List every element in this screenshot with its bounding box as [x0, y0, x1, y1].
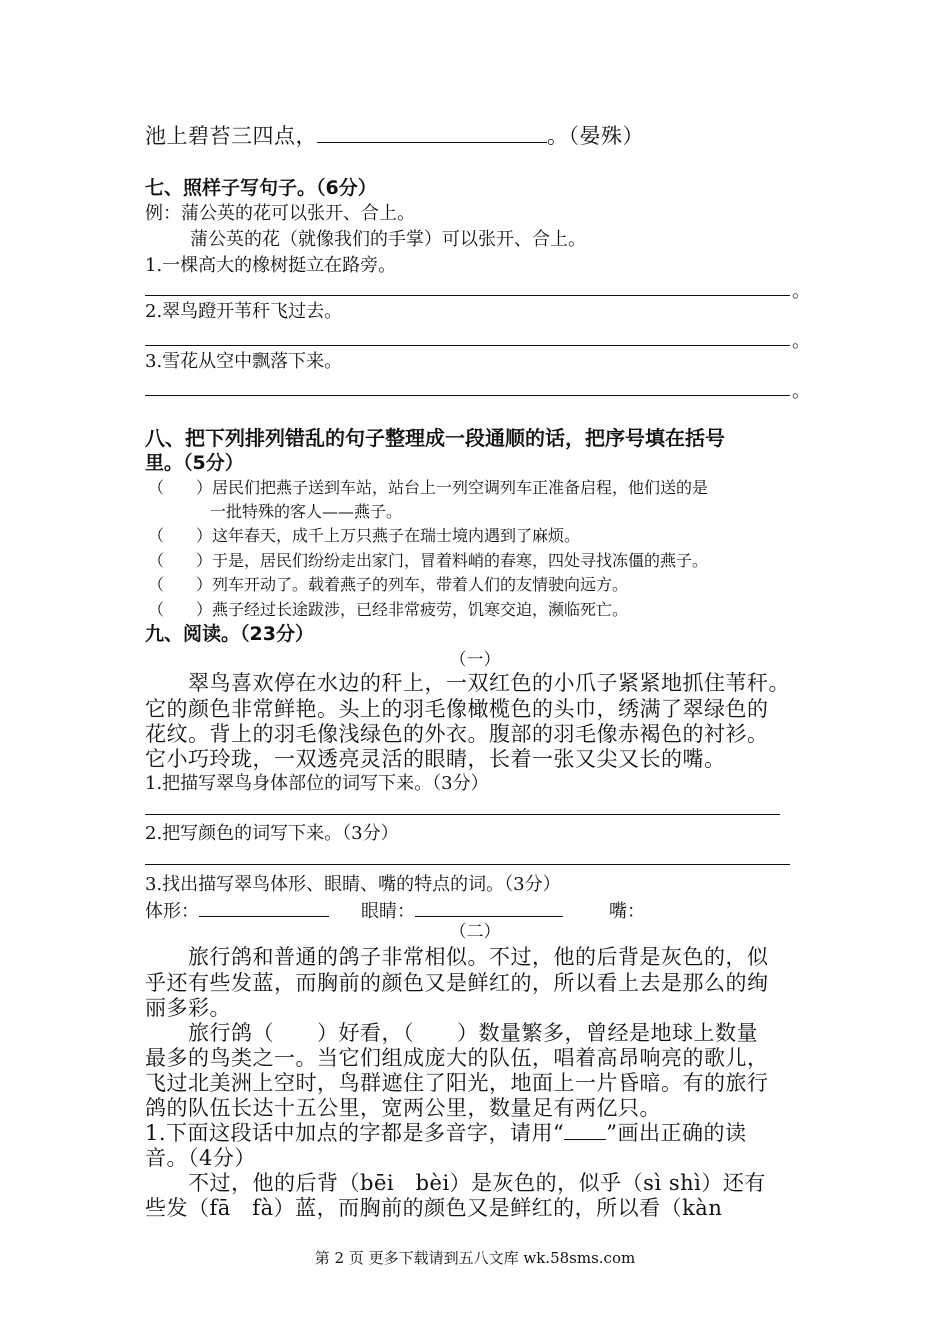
order-item-3 [148, 549, 708, 573]
order-bracket[interactable]: （ ） [148, 551, 213, 570]
part2-passage-6: 飞过北美洲上空时，鸟群遮住了阳光，地面上一片昏暗。有的旅行 [145, 1071, 769, 1095]
part2-q1-text-a: 1.下面这段话中加点的字都是多音字，请用“ [145, 1121, 565, 1145]
part1-question-1: 1.把描写翠鸟身体部位的词写下来。（3分） [145, 773, 489, 794]
part1-title: （一） [449, 650, 501, 670]
order-text: 居民们把燕子送到车站，站台上一列空调列车正准备启程，他们送的是 [212, 478, 709, 497]
mouth-label: 嘴： [609, 901, 645, 922]
part2-question-1 [145, 1121, 747, 1145]
answer-line-7-2[interactable] [145, 345, 790, 346]
part1-passage-1: 翠鸟喜欢停在水边的秆上，一双红色的小爪子紧紧地抓住苇秆。 [145, 671, 790, 695]
part2-q1-text-b: ”画出正确的读 [606, 1121, 747, 1145]
order-item-4 [148, 573, 628, 597]
section7-item-1: 1.一棵高大的橡树挺立在路旁。 [145, 255, 397, 276]
eyes-blank[interactable] [415, 898, 563, 917]
section7-item-3: 3.雪花从空中飘落下来。 [145, 351, 343, 372]
order-text: 这年春天，成千上万只燕子在瑞士境内遇到了麻烦。 [212, 526, 581, 545]
section9-heading: 九、阅读。（23分） [145, 623, 314, 645]
pinyin-line-2: 些发（fā fà）蓝，而胸前的颜色又是鲜红的，所以看（kàn [145, 1196, 723, 1220]
answer-period: 。 [792, 381, 810, 402]
answer-period: 。 [792, 281, 810, 302]
section8-heading-line1: 八、把下列排列错乱的句子整理成一段通顺的话，把序号填在括号 [145, 426, 725, 450]
part2-question-1-cont: 音。（4分） [145, 1146, 256, 1170]
shape-label: 体形： [145, 901, 199, 922]
answer-line-7-3[interactable] [145, 395, 790, 396]
order-bracket[interactable]: （ ） [148, 575, 213, 594]
answer-line-7-1[interactable] [145, 295, 790, 296]
section7-example: 例：蒲公英的花可以张开、合上。 [145, 203, 415, 224]
order-item-5 [148, 598, 628, 622]
shape-blank[interactable] [199, 898, 329, 917]
order-item-1 [148, 476, 708, 500]
part1-question-2: 2.把写颜色的词写下来。（3分） [145, 823, 399, 844]
order-bracket[interactable]: （ ） [148, 478, 213, 497]
answer-period: 。 [792, 331, 810, 352]
section7-heading: 七、照样子写句子。（6分） [145, 177, 377, 199]
poem-suffix: 。（晏殊） [547, 124, 644, 148]
part2-passage-2: 乎还有些发蓝，而胸前的颜色又是鲜红的，所以看上去是那么的绚 [145, 971, 769, 995]
page-footer: 第 2 页 更多下载请到五八文库 wk.58sms.com [314, 1249, 636, 1267]
poem-line [145, 124, 644, 148]
part2-title: （二） [449, 922, 501, 942]
part2-passage-4: 旅行鸽（ ）好看，（ ）数量繁多，曾经是地球上数量 [145, 1021, 758, 1045]
order-bracket[interactable]: （ ） [148, 526, 213, 545]
eyes-label: 眼睛： [361, 901, 415, 922]
part2-passage-7: 鸽的队伍长达十五公里，宽两公里，数量足有两亿只。 [145, 1096, 661, 1120]
section7-example-answer: 蒲公英的花（就像我们的手掌）可以张开、合上。 [190, 229, 586, 250]
order-text: 列车开动了。载着燕子的列车，带着人们的友情驶向远方。 [212, 575, 629, 594]
order-item-2 [148, 524, 580, 548]
section8-heading-line2: 里。（5分） [145, 452, 244, 474]
pinyin-line-1: 不过，他的后背（bēi bèi）是灰色的，似乎（sì shì）还有 [145, 1171, 766, 1195]
order-text: 燕子经过长途跋涉，已经非常疲劳，饥寒交迫，濒临死亡。 [212, 600, 629, 619]
part2-passage-1: 旅行鸽和普通的鸽子非常相似。不过，他的后背是灰色的，似 [145, 945, 769, 969]
part1-question-3: 3.找出描写翠鸟体形、眼睛、嘴的特点的词。（3分） [145, 874, 561, 895]
answer-line-9-1[interactable] [145, 814, 780, 815]
part1-passage-2: 它的颜色非常鲜艳。头上的羽毛像橄榄色的头巾，绣满了翠绿色的 [145, 697, 769, 721]
part1-passage-3: 花纹。背上的羽毛像浅绿色的外衣。腹部的羽毛像赤褐色的衬衫。 [145, 722, 769, 746]
poem-prefix: 池上碧苔三四点， [145, 124, 317, 148]
poem-blank[interactable] [317, 124, 547, 143]
part2-passage-5: 最多的鸟类之一。当它们组成庞大的队伍，唱着高昂响亮的歌儿， [145, 1046, 769, 1070]
underline-sample [564, 1123, 606, 1140]
order-bracket[interactable]: （ ） [148, 600, 213, 619]
part2-passage-3: 丽多彩。 [145, 996, 231, 1020]
order-text: 于是，居民们纷纷走出家门，冒着料峭的春寒，四处寻找冻僵的燕子。 [212, 551, 709, 570]
part1-passage-4: 它小巧玲珑，一双透亮灵活的眼睛，长着一张又尖又长的嘴。 [145, 747, 726, 771]
section7-item-2: 2.翠鸟蹬开苇秆飞过去。 [145, 301, 343, 322]
answer-line-9-2[interactable] [145, 864, 790, 865]
order-item-1-cont: 一批特殊的客人——燕子。 [210, 502, 403, 521]
